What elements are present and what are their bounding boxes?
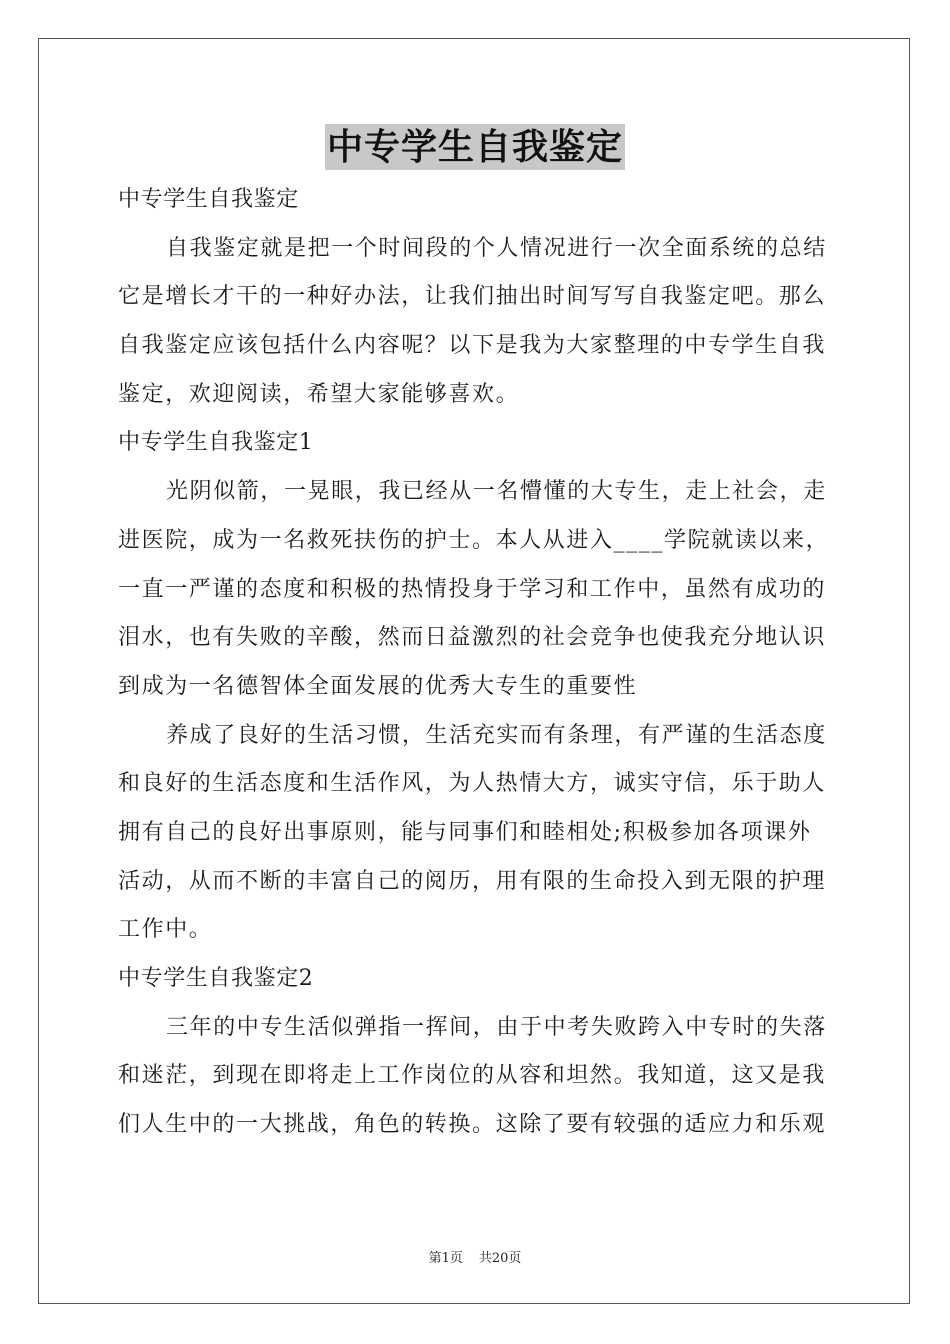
paragraph-line: 自我鉴定应该包括什么内容呢？以下是我为大家整理的中专学生自我 <box>118 333 827 359</box>
section-heading-1: 中专学生自我鉴定1 <box>118 430 314 456</box>
paragraph-line: 和良好的生活态度和生活作风，为人热情大方，诚实守信，乐于助人 <box>118 771 827 797</box>
paragraph-line: 到成为一名德智体全面发展的优秀大专生的重要性 <box>118 673 638 699</box>
paragraph-line: 鉴定，欢迎阅读，希望大家能够喜欢。 <box>118 381 520 407</box>
paragraph-line: 进医院，成为一名救死扶伤的护士。本人从进入____学院就读以来， <box>118 527 830 553</box>
paragraph-line: 泪水，也有失败的辛酸，然而日益激烈的社会竞争也使我充分地认识 <box>118 625 827 651</box>
paragraph-line: 一直一严谨的态度和积极的热情投身于学习和工作中，虽然有成功的 <box>118 576 827 602</box>
page-total: 共20页 <box>478 1251 522 1266</box>
paragraph-line: 拥有自己的良好出事原则，能与同事们和睦相处;积极参加各项课外 <box>118 819 812 845</box>
paragraph-line: 和迷茫，到现在即将走上工作岗位的从容和坦然。我知道，这又是我 <box>118 1063 827 1089</box>
document-title <box>0 124 950 176</box>
paragraph-line: 三年的中专生活似弹指一挥间，由于中考失败跨入中专时的失落 <box>166 1014 827 1040</box>
paragraph-line: 自我鉴定就是把一个时间段的个人情况进行一次全面系统的总结 <box>166 235 827 261</box>
page-number: 第1页 <box>428 1251 463 1266</box>
section-heading-2: 中专学生自我鉴定2 <box>118 966 314 991</box>
page-footer <box>0 1247 950 1266</box>
intro-heading: 中专学生自我鉴定 <box>118 187 299 212</box>
document-body <box>118 176 834 1150</box>
paragraph-line: 工作中。 <box>118 917 213 943</box>
paragraph-line: 它是增长才干的一种好办法，让我们抽出时间写写自我鉴定吧。那么 <box>118 284 827 310</box>
paragraph-line: 养成了良好的生活习惯，生活充实而有条理，有严谨的生活态度 <box>166 722 827 748</box>
paragraph-line: 们人生中的一大挑战，角色的转换。这除了要有较强的适应力和乐观 <box>118 1112 827 1138</box>
paragraph-line: 光阴似箭，一晃眼，我已经从一名懵懂的大专生，走上社会，走 <box>166 479 827 505</box>
document-title-text: 中专学生自我鉴定 <box>326 126 623 168</box>
paragraph-line: 活动，从而不断的丰富自己的阅历，用有限的生命投入到无限的护理 <box>118 868 827 894</box>
